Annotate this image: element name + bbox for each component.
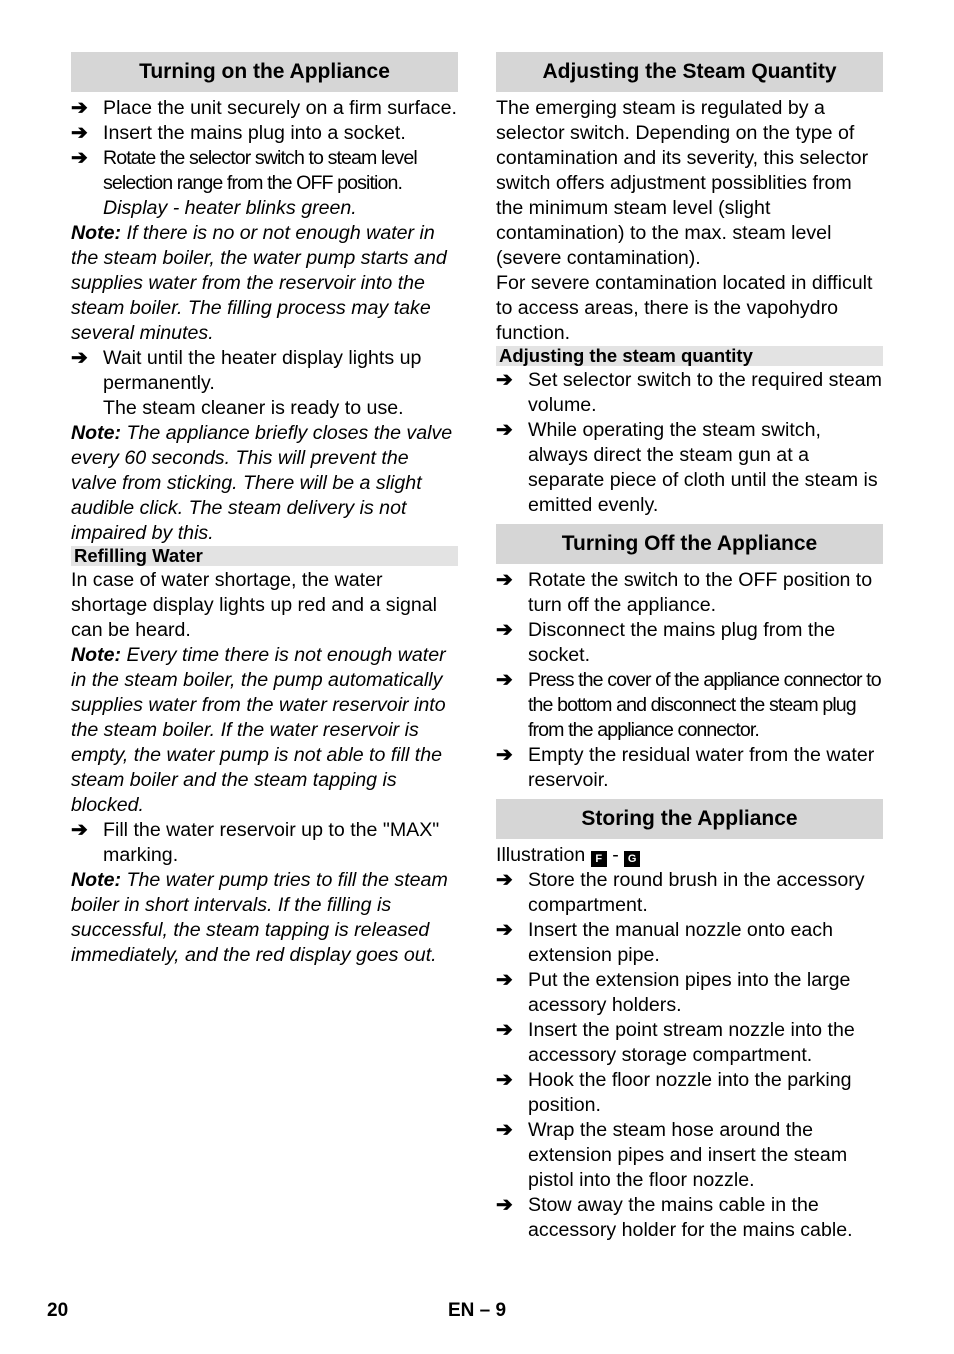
arrow-right-icon: ➔ <box>496 919 513 941</box>
illustration-reference <box>496 843 883 868</box>
step-text: Disconnect the mains plug from the socket. <box>528 619 836 666</box>
arrow-right-icon: ➔ <box>496 669 512 691</box>
note-text: The water pump tries to fill the steam boiler in short intervals. If the filling is successful, the steam tapping is released immediately, and the red display goes out. <box>71 869 448 966</box>
note-label: Note: <box>71 222 122 244</box>
step-text: Hook the floor nozzle into the parking position. <box>528 1069 852 1116</box>
list-item <box>71 818 458 868</box>
step-text: Place the unit securely on a firm surface. <box>103 97 457 119</box>
page-number: 20 <box>47 1300 69 1321</box>
paragraph: For severe contamination located in difficult to access areas, there is the vapohydro function. <box>496 272 873 344</box>
step-result: Display - heater blinks green. <box>103 197 357 219</box>
note-text: Every time there is not enough water in the steam boiler, the pump automatically supplies water from the water reservoir into the steam boiler. If the water reservoir is empty, the water pump is not able to fill the steam boiler and the steam tapping is blocked. <box>71 644 446 816</box>
list-item <box>496 618 883 668</box>
list-item <box>496 1118 883 1193</box>
step-text: Insert the manual nozzle onto each extension pipe. <box>528 919 833 966</box>
arrow-right-icon: ➔ <box>71 147 87 169</box>
arrow-right-icon: ➔ <box>496 419 513 441</box>
note-text: The appliance briefly closes the valve every 60 seconds. This will prevent the valve from sticking. There will be a slight audible click. The steam delivery is not impaired by this. <box>71 422 453 544</box>
arrow-right-icon: ➔ <box>496 619 513 641</box>
illustration-f-badge: F <box>591 851 607 867</box>
arrow-right-icon: ➔ <box>496 1194 513 1216</box>
step-text: Wrap the steam hose around the extension pipes and insert the steam pistol into the floor nozzle. <box>528 1119 848 1191</box>
illustration-dash: - <box>612 844 619 866</box>
paragraph: The emerging steam is regulated by a selector switch. Depending on the type of contamination and its severity, this selector switch offers adjustment possiblities from the minimum steam level (slight contamination) to the max. steam level (severe contamination). <box>496 97 869 269</box>
arrow-right-icon: ➔ <box>71 122 88 144</box>
step-text: Store the round brush in the accessory compartment. <box>528 869 865 916</box>
section-heading-adjusting-steam: Adjusting the Steam Quantity <box>496 52 883 92</box>
list-item <box>496 1193 883 1243</box>
section-heading-turning-off: Turning Off the Appliance <box>496 524 883 564</box>
arrow-right-icon: ➔ <box>496 1119 513 1141</box>
list-item <box>496 418 883 518</box>
step-result: The steam cleaner is ready to use. <box>103 397 404 419</box>
arrow-right-icon: ➔ <box>71 97 88 119</box>
note-label: Note: <box>71 869 122 891</box>
step-text: Wait until the heater display lights up permanently. <box>103 347 422 394</box>
list-item <box>496 568 883 618</box>
right-column <box>496 52 883 1243</box>
step-text: Put the extension pipes into the large acessory holders. <box>528 969 851 1016</box>
step-text: Rotate the selector switch to steam level selection range from the OFF position. <box>103 147 417 194</box>
arrow-right-icon: ➔ <box>496 869 513 891</box>
note <box>71 868 458 968</box>
step-text: Fill the water reservoir up to the "MAX" marking. <box>103 819 440 866</box>
arrow-right-icon: ➔ <box>496 744 513 766</box>
arrow-right-icon: ➔ <box>496 1069 513 1091</box>
note <box>71 421 458 546</box>
step-text: While operating the steam switch, always direct the steam gun at a separate piece of cloth until the steam is emitted evenly. <box>528 419 878 516</box>
list-item <box>496 968 883 1018</box>
list-item <box>71 346 458 396</box>
left-column <box>71 52 458 968</box>
list-item <box>496 1068 883 1118</box>
section-heading-turning-on: Turning on the Appliance <box>71 52 458 92</box>
arrow-right-icon: ➔ <box>71 819 88 841</box>
arrow-right-icon: ➔ <box>496 969 513 991</box>
list-item <box>71 121 458 146</box>
sub-heading-adjusting-steam-quantity: Adjusting the steam quantity <box>496 346 883 366</box>
step-text: Set selector switch to the required steam volume. <box>528 369 882 416</box>
list-item <box>496 743 883 793</box>
list-item <box>496 1018 883 1068</box>
arrow-right-icon: ➔ <box>496 569 513 591</box>
section-heading-storing: Storing the Appliance <box>496 799 883 839</box>
step-text: Stow away the mains cable in the accessory holder for the mains cable. <box>528 1194 853 1241</box>
illustration-label: Illustration <box>496 844 586 866</box>
step-text: Rotate the switch to the OFF position to turn off the appliance. <box>528 569 873 616</box>
page-label: EN – 9 <box>448 1300 507 1321</box>
list-item <box>71 146 458 196</box>
paragraph: In case of water shortage, the water shortage display lights up red and a signal can be heard. <box>71 569 437 641</box>
list-item <box>71 96 458 121</box>
note <box>71 643 458 818</box>
note-text: If there is no or not enough water in the steam boiler, the water pump starts and supplies water from the reservoir into the steam boiler. The filling process may take several minutes. <box>71 222 447 344</box>
sub-heading-refilling-water: Refilling Water <box>71 546 458 566</box>
note <box>71 221 458 346</box>
note-label: Note: <box>71 422 122 444</box>
arrow-right-icon: ➔ <box>496 369 513 391</box>
note-label: Note: <box>71 644 122 666</box>
illustration-g-badge: G <box>624 851 640 867</box>
list-item <box>496 668 883 743</box>
step-text: Insert the mains plug into a socket. <box>103 122 406 144</box>
list-item <box>496 868 883 918</box>
step-text: Press the cover of the appliance connector to the bottom and disconnect the steam plug from the appliance connector. <box>528 669 881 741</box>
step-text: Insert the point stream nozzle into the accessory storage compartment. <box>528 1019 855 1066</box>
list-item <box>496 918 883 968</box>
arrow-right-icon: ➔ <box>496 1019 513 1041</box>
arrow-right-icon: ➔ <box>71 347 88 369</box>
list-item <box>496 368 883 418</box>
step-text: Empty the residual water from the water reservoir. <box>528 744 875 791</box>
